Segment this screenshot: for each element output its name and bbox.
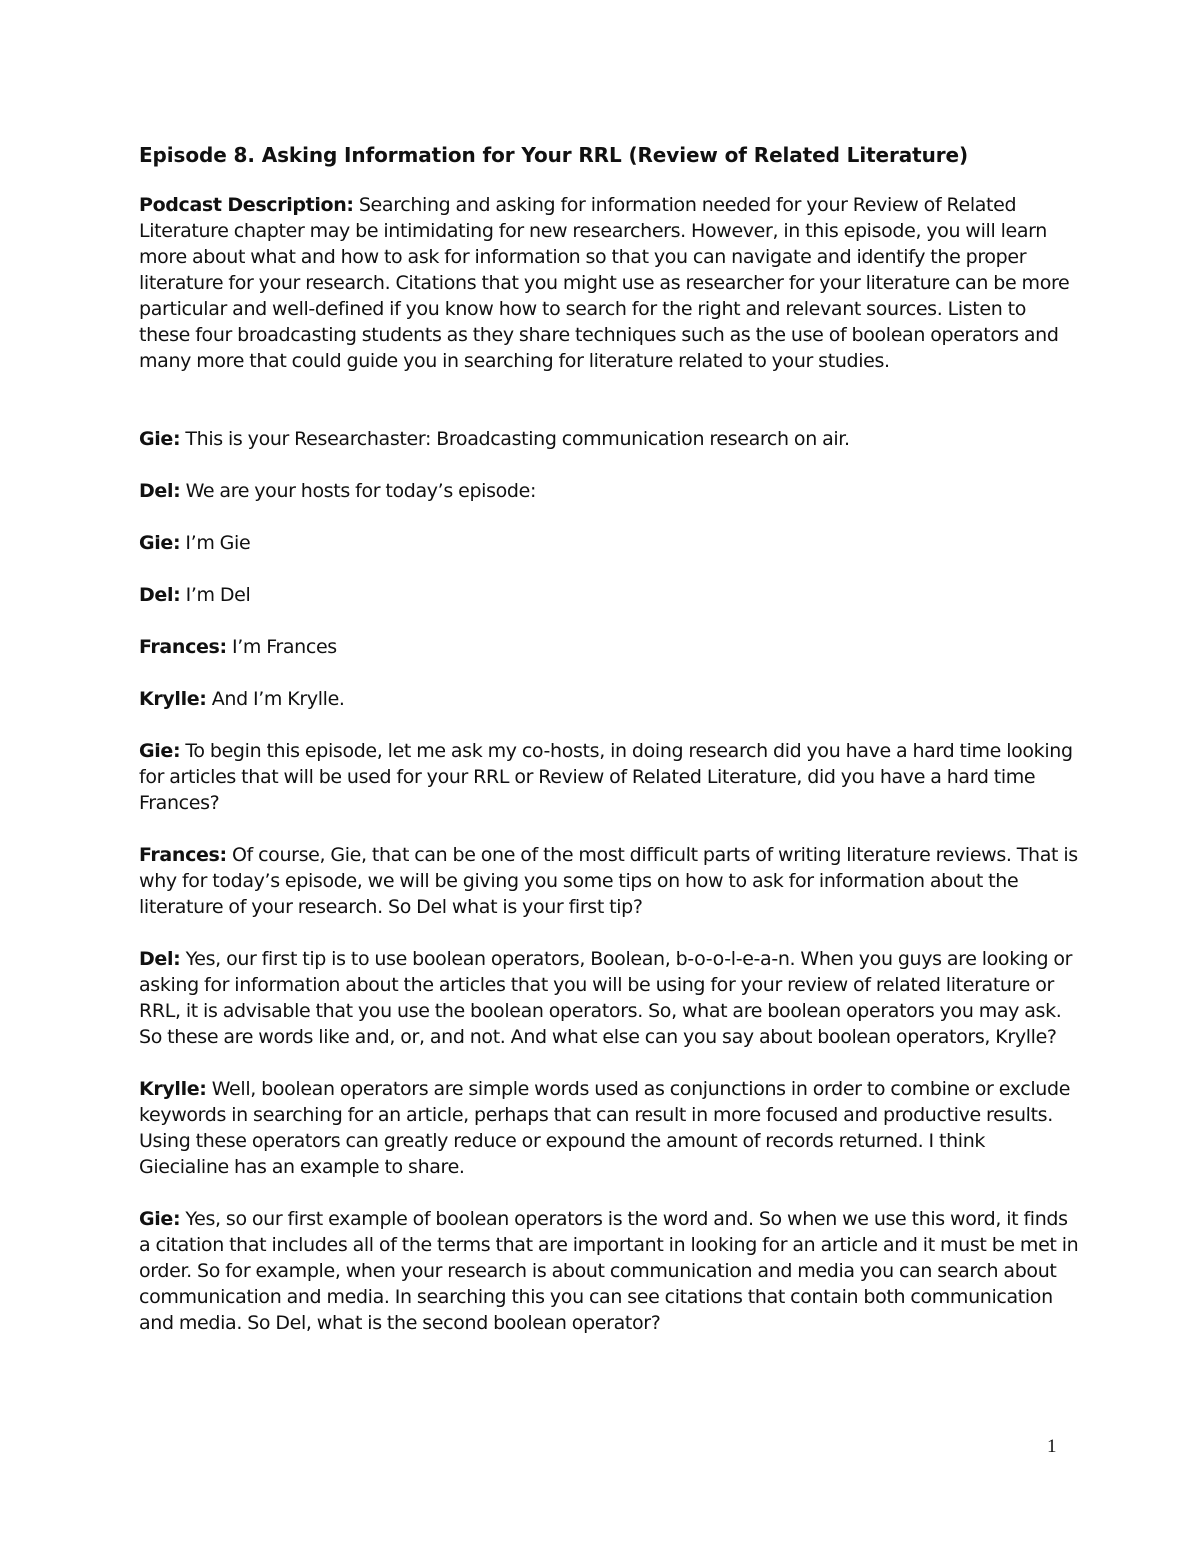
podcast-description — [139, 192, 1079, 374]
description-text: Searching and asking for information needed for your Review of Related Literature chapter may be intimidating for new researchers. However, in this episode, you will learn more about what and how to ask for information so that you can navigate and identify the proper literature for your research. Citations that you might use as researcher for your literature can be more particular and well-defined if you know how to search for the right and relevant sources. Listen to these four broadcasting students as they share techniques such as the use of boolean operators and many more that could guide you in searching for literature related to your studies. — [139, 194, 1070, 372]
speaker-name: Frances: — [139, 636, 227, 658]
dialogue-line — [139, 686, 1079, 712]
speaker-name: Gie: — [139, 532, 181, 554]
dialogue-text: Well, boolean operators are simple words used as conjunctions in order to combine or exclude keywords in searching for an article, perhaps that can result in more focused and productive results. Using these operators can greatly reduce or expound the amount of records returned. I think Giecialine has an example to share. — [139, 1078, 1071, 1178]
dialogue-text: Yes, our first tip is to use boolean operators, Boolean, b-o-o-l-e-a-n. When you guys are looking or asking for information about the articles that you will be using for your review of related literature or RRL, it is advisable that you use the boolean operators. So, what are boolean operators you may ask. So these are words like and, or, and not. And what else can you say about boolean operators, Krylle? — [139, 948, 1073, 1048]
dialogue-line — [139, 738, 1079, 816]
dialogue-line — [139, 478, 1079, 504]
dialogue-text: We are your hosts for today’s episode: — [180, 480, 537, 502]
speaker-name: Krylle: — [139, 1078, 207, 1100]
dialogue-line — [139, 634, 1079, 660]
dialogue-line — [139, 946, 1079, 1050]
dialogue-text: Yes, so our first example of boolean operators is the word and. So when we use this word, it finds a citation that includes all of the terms that are important in looking for an article and it must be met in order. So for example, when your research is about communication and media you can search about communication and media. In searching this you can see citations that contain both communication and media. So Del, what is the second boolean operator? — [139, 1208, 1079, 1334]
speaker-name: Del: — [139, 584, 181, 606]
speaker-name: Del: — [139, 480, 181, 502]
dialogue-text: I’m Del — [180, 584, 251, 606]
dialogue-line — [139, 842, 1079, 920]
dialogue-line — [139, 1206, 1079, 1336]
dialogue-line — [139, 426, 1079, 452]
document-body — [139, 140, 1079, 1362]
dialogue-text: And I’m Krylle. — [206, 688, 345, 710]
speaker-name: Gie: — [139, 1208, 181, 1230]
dialogue-line — [139, 1076, 1079, 1180]
speaker-name: Gie: — [139, 428, 181, 450]
dialogue-text: To begin this episode, let me ask my co-hosts, in doing research did you have a hard time looking for articles that will be used for your RRL or Review of Related Literature, did you have a hard time Frances? — [139, 740, 1073, 814]
speaker-name: Del: — [139, 948, 181, 970]
speaker-name: Frances: — [139, 844, 227, 866]
dialogue-line — [139, 582, 1079, 608]
dialogue-text: Of course, Gie, that can be one of the most difficult parts of writing literature reviews. That is why for today’s episode, we will be giving you some tips on how to ask for information about the literature of your research. So Del what is your first tip? — [139, 844, 1078, 918]
dialogue-text: This is your Researchaster: Broadcasting communication research on air. — [180, 428, 850, 450]
speaker-name: Gie: — [139, 740, 181, 762]
page-number: 1 — [1047, 1436, 1057, 1457]
dialogue-line — [139, 530, 1079, 556]
description-label: Podcast Description: — [139, 194, 354, 216]
speaker-name: Krylle: — [139, 688, 207, 710]
episode-title: Episode 8. Asking Information for Your RRL (Review of Related Literature) — [139, 143, 969, 167]
dialogue-text: I’m Gie — [180, 532, 251, 554]
dialogue-text: I’m Frances — [226, 636, 337, 658]
